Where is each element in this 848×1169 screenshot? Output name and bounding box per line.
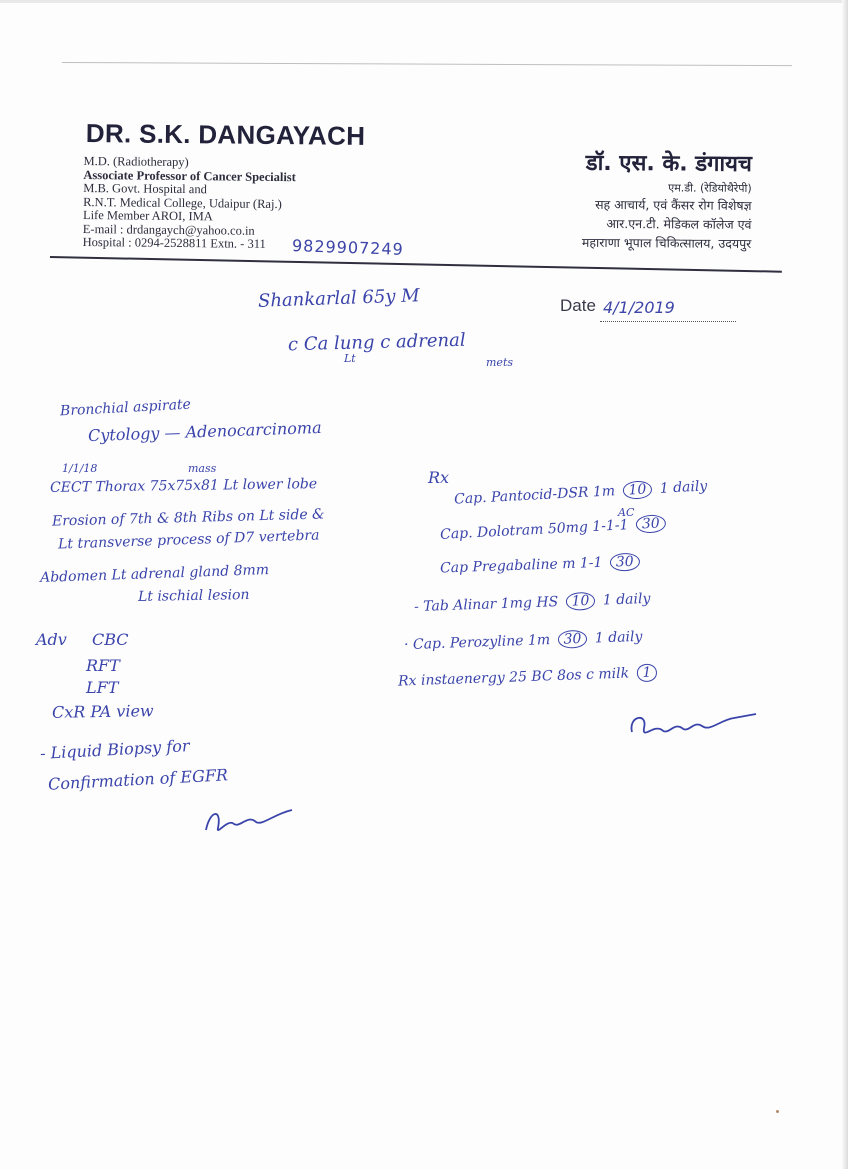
rx-item-2-note: AC: [618, 506, 635, 519]
date-line: [600, 321, 736, 322]
doctor-name-hindi: डॉ. एस. के. डंगायच: [585, 150, 752, 177]
designation-hindi: सह आचार्य, एवं कैंसर रोग विशेषज्ञ: [595, 196, 752, 213]
hospital-line-1: M.B. Govt. Hospital and: [83, 180, 207, 197]
advice-item-lft: LFT: [86, 678, 119, 697]
rx-item-3: [440, 552, 643, 577]
rx-item-6: [398, 663, 661, 690]
history-line-2: Cytology — Adenocarcinoma: [87, 417, 322, 446]
rx-item-4-text: - Tab Alinar 1mg HS: [413, 594, 559, 616]
date-label: Date: [560, 296, 596, 315]
history-line-3: CECT Thorax 75x75x81 Lt lower lobe: [49, 476, 318, 496]
history-line-7: Lt ischial lesion: [137, 587, 250, 605]
college-hindi: आर.एन.टी. मेडिकल कॉलेज एवं: [606, 215, 752, 232]
diagnosis-line: c Ca lung c adrenal: [287, 329, 466, 356]
rx-item-3-qty: 30: [610, 553, 640, 572]
hospital-phone: Hospital : 0294-2528811 Extn. - 311: [82, 234, 266, 251]
advice-biopsy-2: Confirmation of EGFR: [47, 765, 229, 794]
email: E-mail : drdangaych@yahoo.co.in: [82, 221, 255, 238]
hospital-hindi: महाराणा भूपाल चिकित्सालय, उदयपुर: [581, 234, 752, 251]
rx-symbol: Rx: [428, 468, 450, 487]
scan-edge-top: [0, 0, 848, 3]
rx-item-4-qty: 10: [565, 592, 595, 611]
rx-item-1-note: 1 daily: [659, 478, 708, 497]
rx-item-4: [414, 590, 651, 616]
rx-item-5-qty: 30: [557, 630, 587, 649]
history-date: 1/1/18: [62, 462, 98, 475]
handwritten-mobile: 9829907249: [291, 236, 405, 259]
rx-item-1-qty: 10: [622, 480, 653, 500]
advice-item-cbc: CBC: [92, 630, 129, 649]
rx-item-4-note: 1 daily: [602, 590, 651, 609]
degree: M.D. (Radiotherapy): [83, 153, 189, 170]
patient-name-line: Shankarlal 65y M: [257, 285, 421, 312]
signature-right: [624, 702, 764, 746]
rx-item-2-text: Cap. Dolotram 50mg 1-1-1: [439, 517, 629, 543]
scan-edge-right: [842, 0, 848, 1169]
rx-item-1-text: Cap. Pantocid-DSR 1m: [453, 483, 616, 508]
rx-item-5-text: · Cap. Perozyline 1m: [403, 632, 551, 654]
header-rule: [50, 256, 782, 273]
diagnosis-sub-lt: Lt: [344, 352, 356, 365]
date-value: 4/1/2019: [603, 298, 675, 317]
diagnosis-sub-mets: mets: [486, 356, 514, 369]
scan-speck: [776, 1110, 779, 1113]
advice-label: Adv: [36, 630, 67, 649]
signature-left: [200, 800, 300, 840]
letterhead-hindi: [539, 147, 752, 253]
rx-item-5-note: 1 daily: [594, 628, 643, 647]
top-rule: [62, 62, 792, 66]
rx-item-2: [440, 514, 669, 544]
advice-item-rft: RFT: [86, 656, 120, 675]
hospital-line-2: R.N.T. Medical College, Udaipur (Raj.): [83, 194, 282, 211]
history-line-5: Lt transverse process of D7 vertebra: [57, 527, 320, 553]
designation: Associate Professor of Cancer Specialist: [83, 167, 296, 184]
advice-biopsy-1: - Liquid Biopsy for: [39, 736, 190, 763]
doctor-name: DR. S.K. DANGAYACH: [85, 118, 366, 151]
rx-item-2-qty: 30: [635, 514, 666, 534]
letterhead-english: [83, 118, 366, 252]
rx-item-1: [454, 477, 708, 508]
rx-item-3-text: Cap Pregabaline m 1-1: [439, 554, 603, 577]
history-line-6: Abdomen Lt adrenal gland 8mm: [39, 562, 270, 586]
history-mass-note: mass: [188, 462, 217, 475]
degree-hindi: एम.डी. (रेडियोथैरेपी): [668, 181, 752, 195]
history-line-4: Erosion of 7th & 8th Ribs on Lt side &: [51, 506, 325, 530]
rx-item-6-text: Rx instaenergy 25 BC 8os c milk: [397, 665, 630, 690]
membership: Life Member AROI, IMA: [82, 207, 213, 224]
rx-item-5: [404, 628, 643, 654]
advice-item-cxr: CxR PA view: [51, 701, 154, 722]
rx-item-6-qty: 1: [636, 664, 658, 683]
history-line-1: Bronchial aspirate: [59, 396, 192, 420]
